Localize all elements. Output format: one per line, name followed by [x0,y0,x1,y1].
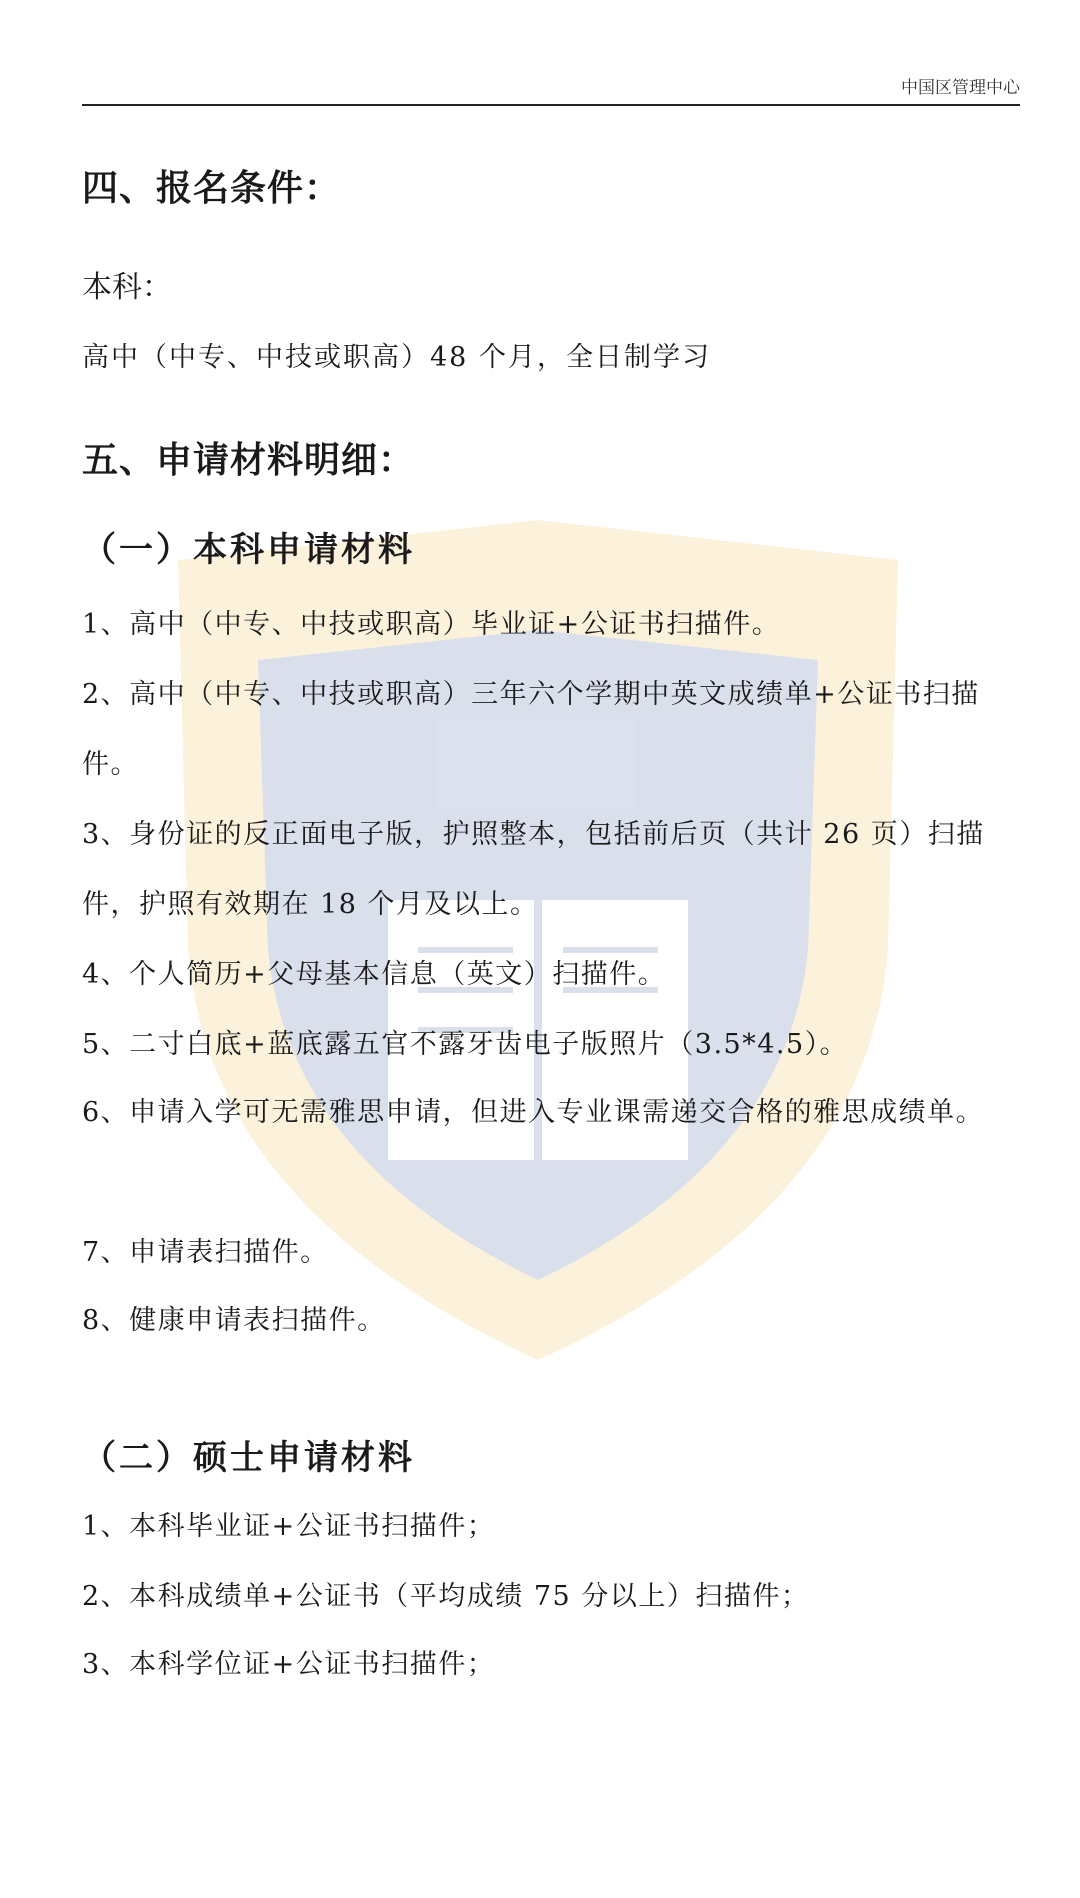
section5-title: 五、申请材料明细： [82,440,416,481]
part1-item: 3、身份证的反正面电子版，护照整本，包括前后页（共计 26 页）扫描件，护照有效期在 18 个月及以上。 [82,819,985,920]
section4-title: 四、报名条件： [82,168,342,209]
undergrad-label: 本科： [82,270,172,305]
part2-item: 1、本科毕业证+公证书扫描件； [82,1511,496,1542]
undergrad-requirement: 高中（中专、中技或职高）48 个月，全日制学习 [82,342,711,373]
part2-item: 2、本科成绩单+公证书（平均成绩 75 分以上）扫描件； [82,1581,810,1612]
page-header [82,76,1020,106]
part2-item: 3、本科学位证+公证书扫描件； [82,1649,496,1680]
part1-item: 4、个人简历+父母基本信息（英文）扫描件。 [82,959,667,990]
part1-item: 7、申请表扫描件。 [82,1237,329,1268]
part1-title: （一）本科申请材料 [82,530,415,570]
header-org-name: 中国区管理中心 [901,78,1020,98]
part2-title: （二）硕士申请材料 [82,1438,415,1478]
part1-item: 5、二寸白底+蓝底露五官不露牙齿电子版照片（3.5*4.5）。 [82,1029,849,1060]
part1-item: 6、申请入学可无需雅思申请，但进入专业课需递交合格的雅思成绩单。 [82,1097,985,1128]
part1-item: 2、高中（中专、中技或职高）三年六个学期中英文成绩单+公证书扫描件。 [82,679,980,780]
part1-item: 1、高中（中专、中技或职高）毕业证+公证书扫描件。 [82,609,781,640]
part1-item: 8、健康申请表扫描件。 [82,1305,386,1336]
